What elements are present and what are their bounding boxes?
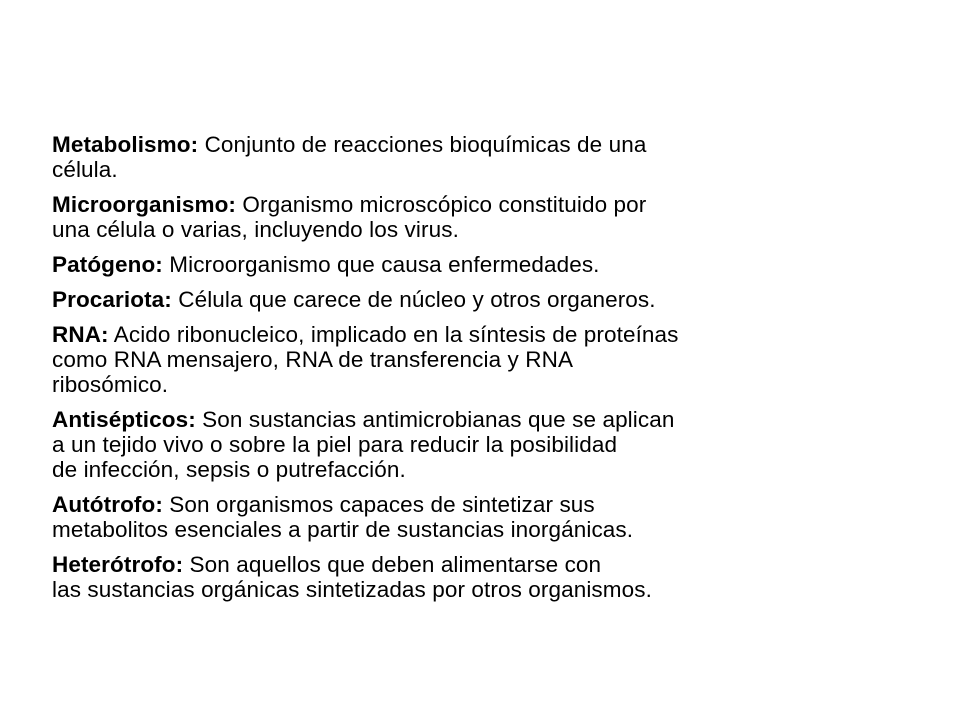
glossary-definition: ribosómico. (52, 372, 169, 397)
glossary-entry-autotrofo (52, 492, 912, 542)
glossary-term: Metabolismo: (52, 132, 199, 157)
entry-line (52, 407, 912, 432)
glossary-definition: las sustancias orgánicas sintetizadas por otros organismos. (52, 577, 652, 602)
entry-line (52, 287, 912, 312)
glossary-term: Autótrofo: (52, 492, 163, 517)
glossary-entry-patogeno (52, 252, 912, 277)
glossary-term: Procariota: (52, 287, 172, 312)
glossary-definition: Célula que carece de núcleo y otros organeros. (171, 287, 656, 312)
glossary-definition: metabolitos esenciales a partir de sustancias inorgánicas. (52, 517, 634, 542)
entry-line (52, 192, 912, 217)
glossary-list (52, 132, 912, 612)
glossary-definition: Conjunto de reacciones bioquímicas de una (198, 132, 647, 157)
glossary-definition: Acido ribonucleico, implicado en la síntesis de proteínas (108, 322, 679, 347)
glossary-definition: Son organismos capaces de sintetizar sus (162, 492, 595, 517)
glossary-entry-heterotrofo (52, 552, 912, 602)
glossary-definition: de infección, sepsis o putrefacción. (52, 457, 406, 482)
glossary-entry-antisepticos (52, 407, 912, 482)
glossary-entry-metabolismo (52, 132, 912, 182)
glossary-entry-rna (52, 322, 912, 397)
entry-line (52, 492, 912, 517)
entry-line (52, 322, 912, 347)
entry-line (52, 252, 912, 277)
glossary-definition: a un tejido vivo o sobre la piel para reducir la posibilidad (52, 432, 618, 457)
glossary-term: Microorganismo: (52, 192, 237, 217)
glossary-definition: Son sustancias antimicrobianas que se aplican (195, 407, 675, 432)
glossary-term: RNA: (52, 322, 109, 347)
glossary-term: Antisépticos: (52, 407, 196, 432)
entry-line (52, 132, 912, 157)
glossary-definition: célula. (52, 157, 118, 182)
entry-line (52, 552, 912, 577)
glossary-term: Patógeno: (52, 252, 163, 277)
glossary-definition: Microorganismo que causa enfermedades. (162, 252, 600, 277)
glossary-definition: una célula o varias, incluyendo los virus. (52, 217, 459, 242)
glossary-term: Heterótrofo: (52, 552, 184, 577)
glossary-definition: Son aquellos que deben alimentarse con (183, 552, 602, 577)
glossary-entry-procariota (52, 287, 912, 312)
glossary-definition: Organismo microscópico constituido por (236, 192, 647, 217)
glossary-entry-microorganismo (52, 192, 912, 242)
glossary-definition: como RNA mensajero, RNA de transferencia y RNA (52, 347, 574, 372)
